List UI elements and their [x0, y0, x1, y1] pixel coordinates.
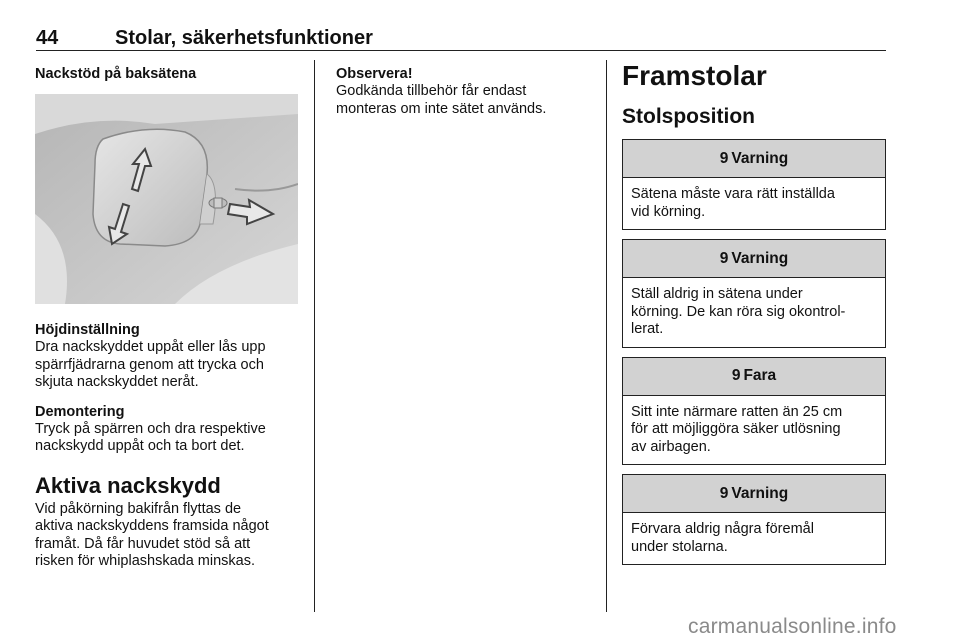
warning-box-1-body [623, 178, 885, 229]
column-right [622, 60, 886, 565]
warning-box-3-body [623, 513, 885, 564]
danger-box-body [623, 396, 885, 465]
height-adjustment-title: Höjdinställning [35, 322, 140, 338]
removal-line-2: nackskydd uppåt och ta bort det. [35, 438, 245, 454]
warning-box-3-line-2: under stolarna. [631, 538, 728, 555]
column-divider-2 [606, 60, 607, 612]
front-seats-title: Framstolar [622, 60, 767, 91]
danger-box [622, 357, 886, 466]
active-headrests-title: Aktiva nackskydd [35, 472, 221, 498]
danger-box-line-2: för att möjliggöra säker utlösning [631, 421, 841, 437]
column-middle [336, 66, 591, 118]
note-line-2: monteras om inte sätet används. [336, 100, 547, 117]
page-header [36, 27, 886, 51]
note-line-1: Godkända tillbehör får endast [336, 83, 527, 99]
warning-box-3-line-1: Förvara aldrig några föremål [631, 521, 814, 537]
height-adjustment-line-2: spärrfjädrarna genom att trycka och [35, 356, 264, 373]
section-title-headrest: Nackstöd på baksätena [35, 66, 197, 82]
warning-box-3-label: Varning [731, 484, 789, 502]
warning-box-2 [622, 239, 886, 348]
danger-box-label: Fara [743, 367, 777, 384]
active-headrests-line-2: aktiva nackskyddens framsida något [35, 518, 269, 534]
warning-triangle-icon: 9 [719, 484, 729, 502]
warning-box-3-header [623, 475, 885, 513]
note-title: Observera! [336, 66, 413, 82]
active-headrests-line-4: risken för whiplashskada minskas. [35, 553, 256, 569]
warning-box-1 [622, 139, 886, 230]
headrest-drawing [35, 94, 298, 304]
warning-box-3 [622, 474, 886, 565]
height-adjustment-line-1: Dra nackskyddet uppåt eller lås upp [35, 339, 266, 355]
warning-box-2-body [623, 278, 885, 347]
active-headrests-line-3: framåt. Då får huvudet stöd så att [35, 535, 251, 552]
warning-box-2-header [623, 240, 885, 278]
warning-box-1-header [623, 140, 885, 178]
header-rule [36, 50, 886, 51]
warning-box-2-line-1: Ställ aldrig in sätena under [631, 286, 803, 302]
headrest-illustration [35, 94, 298, 304]
column-left [35, 66, 300, 571]
watermark: carmanualsonline.info [688, 615, 897, 638]
warning-box-1-label: Varning [731, 149, 789, 167]
chapter-title: Stolar, säkerhetsfunktioner [115, 27, 373, 49]
warning-triangle-icon: 9 [719, 149, 729, 167]
warning-box-2-line-2: körning. De kan röra sig okontrol- [631, 303, 846, 320]
danger-box-line-3: av airbagen. [631, 438, 711, 455]
removal-line-1: Tryck på spärren och dra respektive [35, 420, 266, 437]
column-divider-1 [314, 60, 315, 612]
height-adjustment-line-3: skjuta nackskyddet neråt. [35, 374, 199, 390]
page-number: 44 [36, 27, 59, 49]
warning-box-2-line-3: lerat. [631, 321, 664, 337]
danger-triangle-icon: 9 [731, 367, 741, 384]
warning-box-1-line-1: Sätena måste vara rätt inställda [631, 186, 835, 202]
danger-box-header [623, 358, 885, 396]
removal-title: Demontering [35, 403, 125, 420]
warning-box-1-line-2: vid körning. [631, 203, 706, 220]
warning-triangle-icon: 9 [719, 249, 729, 267]
active-headrests-line-1: Vid påkörning bakifrån flyttas de [35, 500, 242, 517]
seat-position-subtitle: Stolsposition [622, 105, 755, 128]
danger-box-line-1: Sitt inte närmare ratten än 25 cm [631, 403, 843, 420]
warning-box-2-label: Varning [731, 249, 789, 267]
